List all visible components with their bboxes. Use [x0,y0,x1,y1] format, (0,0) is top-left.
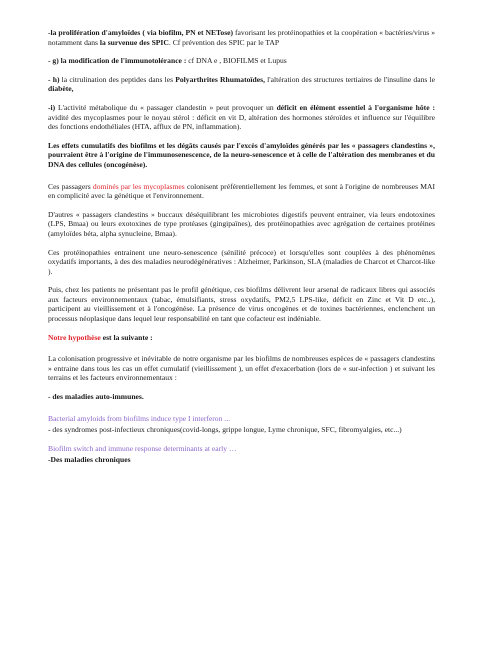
link-bacterial-amyloids[interactable] [48,414,435,424]
link-text[interactable]: Biofilm switch and immune response determinants at early … [48,443,237,453]
link-biofilm-switch[interactable] [48,444,435,454]
paragraph-hypothesis-heading: Notre hypothèse est la suivante : [48,332,153,342]
paragraph-metabolic-activity: -i) L'activité métabolique du « passager clandestin » peut provoquer un déficit en élément essentiel à l'organisme hôte : avidité des mycoplasmes pour le noyau stérol : déficit en vit D, altération des hormones stéroïdes et influence sur l'équilibre des fonctions endothéliales (HTA, afflux de PN, inflammation). [48,102,435,132]
bold-phrase: - g) la modification de l'immunotolérance : [48,56,187,66]
paragraph-colonisation: La colonisation progressive et inévitable de notre organisme par les biofilms de nombreuses espèces de « passagers clandestins » entraine dans tous les cas un effet cumulatif (vieillissement ), un effet d'exacerbation (lors de « sur-infection ) et suivant les terrains et les facteurs environnementaux : [48,354,435,383]
bold-phrase: -la prolifération d'amyloïdes ( via biofilm, PN et NETose) [48,28,234,37]
highlight-red: Notre hypothèse [48,332,101,342]
item-autoimmune: - des maladies auto-immunes. [48,392,144,402]
paragraph-buccal-passengers: D'autres « passagers clandestins » buccaux déséquilibrant les microbiotes digestifs peuvent entrainer, via leurs endotoxines (LPS, Bmaa) ou leurs exotoxines de type protéases (gingipaïnes), des protéinopathies avec agrégation de certaines protéines (amyloïdes béta, alpha synucleine, Bmaa). [48,209,435,238]
paragraph-immunotolerance: - g) la modification de l'immunotolérance : cf DNA e , BIOFILMS et Lupus [48,56,287,66]
link-text[interactable]: Bacterial amyloids from biofilms induce type I interferon ... [48,413,230,423]
paragraph-proteinopathies: Ces protéinopathies entrainent une neuro-senescence (sénilité précoce) et lorsqu'elles sont couplées à des phénomènes oxydatifs importants, à des des maladies neurodégénératives : Alzheimer, Parkinson, SLA (maladies de Charcot et Charcot-like ). [48,247,435,276]
paragraph-biofilm-arsenal: Puis, chez les patients ne présentant pas le profil génétique, ces biofilms délivrent leur arsenal de radicaux libres qui associés aux facteurs environnementaux (tabac, émulsifiants, stress oxydatifs, PM2,5 LPS-like, déficit en Zinc et Vit D etc..), participent au vieillissement et à l'oncogénèse. La présence de virus oncogènes et de toxines bactériennes, enclenchent un processus néoplasique dans lequel leur responsabilité en tant que cofacteur est indéniable. [48,285,435,324]
paragraph-amyloid-proliferation: -la prolifération d'amyloïdes ( via biofilm, PN et NETose) favorisant les protéinopathies et la coopération « bactéries/virus » notamment dans la survenue des SPIC. Cf prévention des SPIC par le TAP [48,28,435,47]
item-post-infectious: - des syndromes post-infectieux chroniques(covid-longs, grippe longue, Lyme chronique, SFC, fibromyalgies, etc...) [48,425,402,435]
item-chronic-diseases: -Des maladies chroniques [48,455,131,465]
paragraph-citrulination: - h) la citrulination des peptides dans les Polyarthrites Rhumatoïdes, l'altération des structures tertiaires de l'insuline dans le diabète, [48,74,436,94]
paragraph-cumulative-effects: Les effets cumulatifs des biofilms et les dégâts causés par l'excès d'amyloïdes générés par les « passagers clandestins », pourraient être à l'origine de l'immunosenescence, de la neuro-senescence et à celle de l'altération des membranes et du DNA des cellules (oncogénèse). [48,140,435,169]
paragraph-mycoplasmes: Ces passagers dominés par les mycoplasmes colonisent préférentiellement les femmes, et sont à l'origine de nombreuses MAI en complicité avec la génétique et l'environnement. [48,181,435,201]
bold-phrase: la survenue des SPIC [99,37,169,47]
highlight-red: dominés par les mycoplasmes [92,181,185,191]
